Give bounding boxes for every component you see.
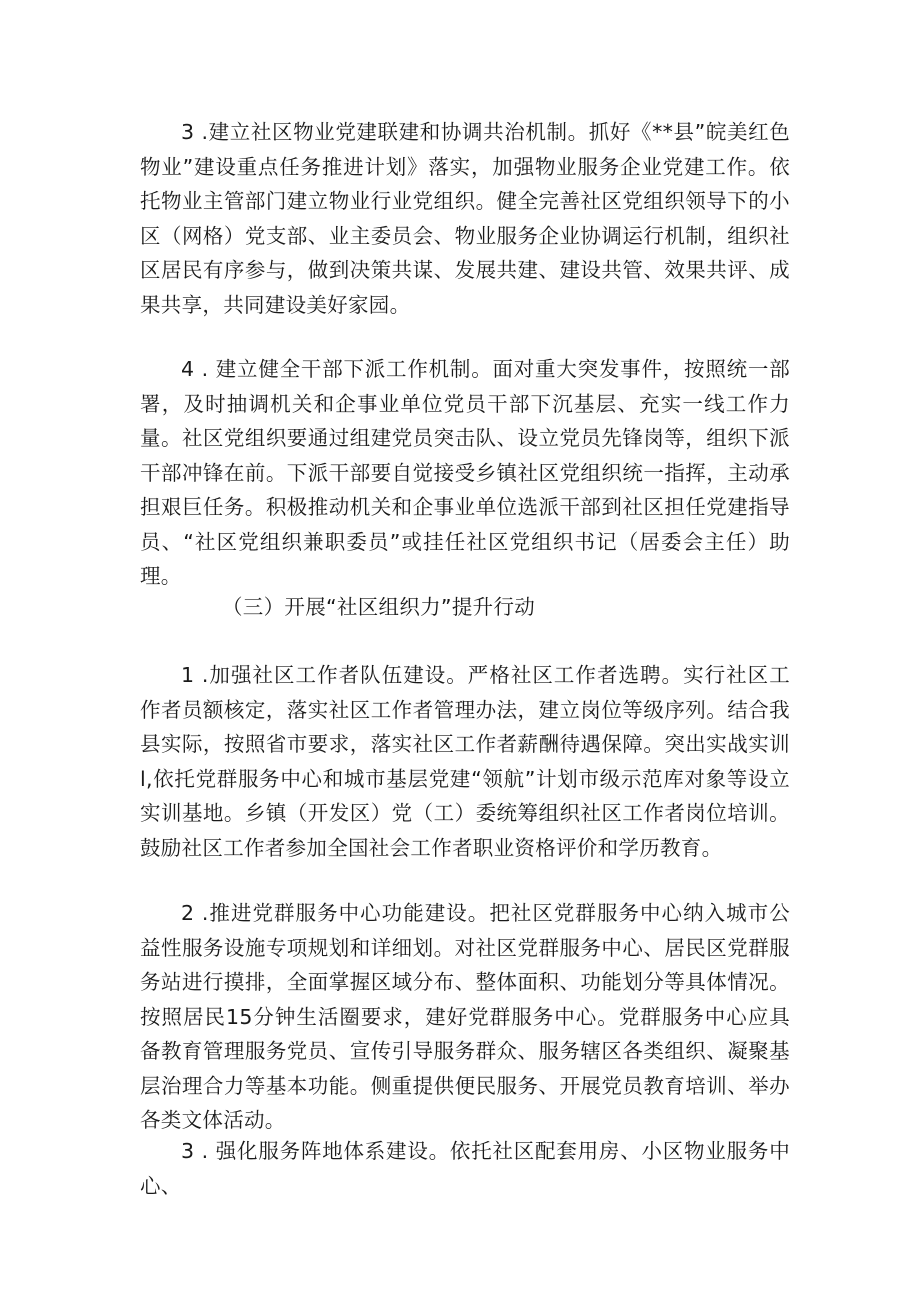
- paragraph-service-center: 2 .推进党群服务中心功能建设。把社区党群服务中心纳入城市公益性服务设施专项规划和详细划。对社区党群服务中心、居民区党群服务站进行摸排，全面掌握区域分布、整体面积、功能划分等具体情况。按照居民15分钟生活圈要求，建好党群服务中心。党群服务中心应具备教育管理服务党员、宣传引导服务群众、服务辖区各类组织、凝聚基层治理合力等基本功能。侧重提供便民服务、开展党员教育培训、举办各类文体活动。: [140, 901, 790, 1132]
- paragraph-service-positions: 3 . 强化服务阵地体系建设。依托社区配套用房、小区物业服务中心、: [140, 1139, 790, 1198]
- section-heading: （三）开展“社区组织力”提升行动: [222, 595, 536, 619]
- paragraph-property-joint-building: 3 .建立社区物业党建联建和协调共治机制。抓好《**县”皖美红色物业”建设重点任务推进计划》落实，加强物业服务企业党建工作。依托物业主管部门建立物业行业党组织。健全完善社区党组织领导下的小区（网格）党支部、业主委员会、物业服务企业协调运行机制，组织社区居民有序参与，做到决策共谋、发展共建、建设共管、效果共评、成果共享，共同建设美好家园。: [140, 120, 790, 317]
- paragraph-cadre-dispatch: 4 . 建立健全干部下派工作机制。面对重大突发事件，按照统一部署，及时抽调机关和企事业单位党员干部下沉基层、充实一线工作力量。社区党组织要通过组建党员突击队、设立党员先锋岗等，组织下派干部冲锋在前。下派干部要自觉接受乡镇社区党组织统一指挥，主动承担艰巨任务。积极推动机关和企事业单位选派干部到社区担任党建指导员、“社区党组织兼职委员”或挂任社区党组织书记（居委会主任）助理。: [140, 357, 790, 588]
- paragraph-community-workers: 1 .加强社区工作者队伍建设。严格社区工作者选聘。实行社区工作者员额核定，落实社区工作者管理办法，建立岗位等级序列。结合我县实际，按照省市要求，落实社区工作者薪酬待遇保障。突出实战实训l,依托党群服务中心和城市基层党建“领航”计划市级示范库对象等设立实训基地。乡镇（开发区）党（工）委统筹组织社区工作者岗位培训。鼓励社区工作者参加全国社会工作者职业资格评价和学历教育。: [140, 663, 790, 860]
